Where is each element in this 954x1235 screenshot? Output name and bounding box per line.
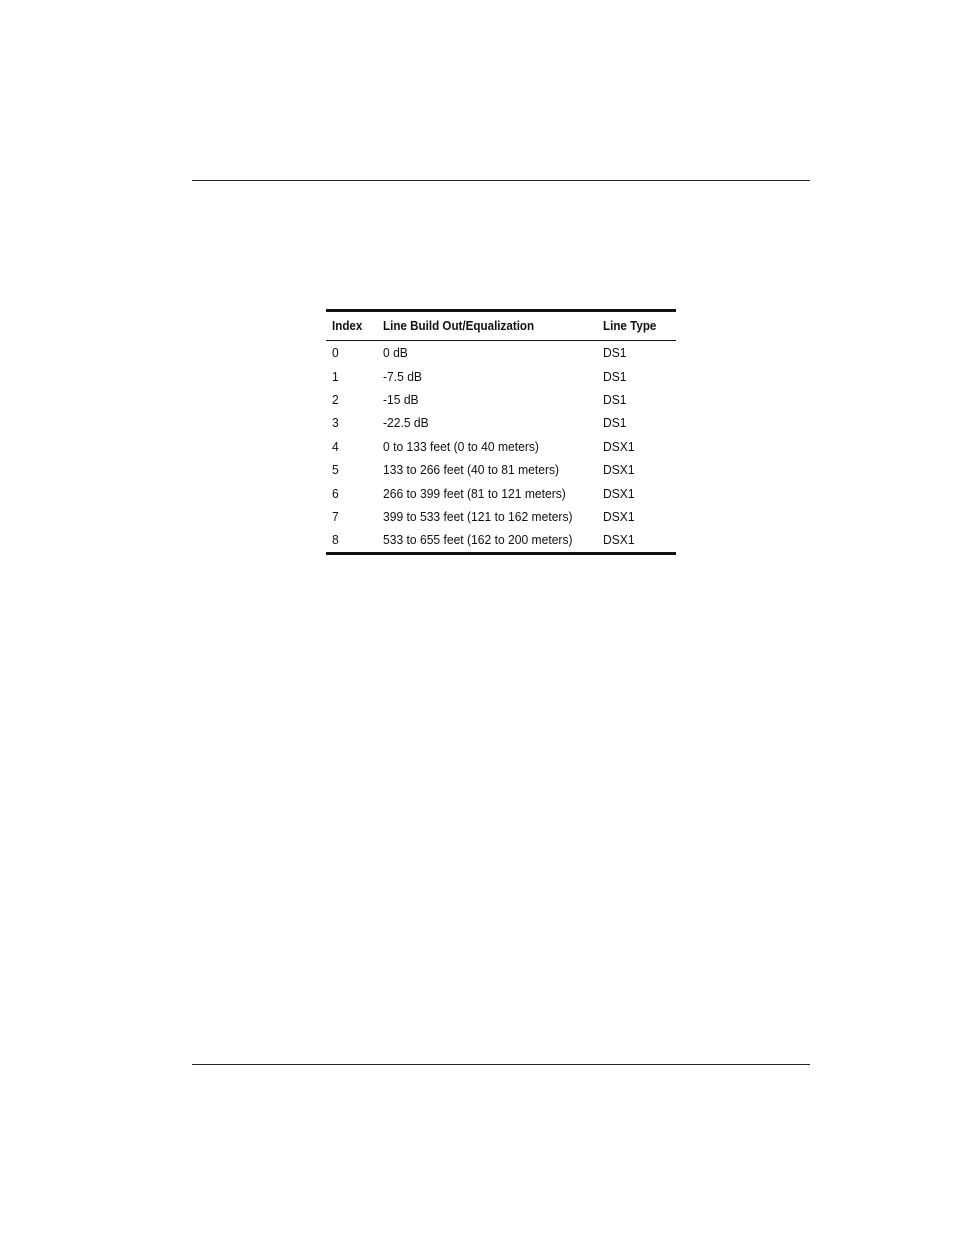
row-lbo: 0 to 133 feet (0 to 40 meters): [383, 438, 539, 454]
row-lbo: -7.5 dB: [383, 368, 422, 384]
table-row: [326, 364, 676, 387]
footer-rule: [192, 1064, 810, 1065]
row-lbo: 399 to 533 feet (121 to 162 meters): [383, 508, 573, 524]
header-line-type-cell: [603, 320, 676, 333]
row-lbo-cell: [383, 533, 603, 546]
row-index-cell: [326, 393, 383, 406]
table-bottom-border: [326, 552, 676, 555]
row-lbo-cell: [383, 393, 603, 406]
row-line-type: DSX1: [603, 438, 635, 454]
row-lbo-cell: [383, 346, 603, 359]
table-row: [326, 411, 676, 434]
row-index: 8: [332, 532, 339, 548]
row-index-cell: [326, 346, 383, 359]
table-row: [326, 528, 676, 551]
row-line-type: DS1: [603, 345, 627, 361]
row-line-type: DS1: [603, 415, 627, 431]
header-lbo-cell: [383, 320, 603, 333]
row-index-cell: [326, 440, 383, 453]
row-index: 2: [332, 391, 339, 407]
row-lbo: -22.5 dB: [383, 415, 429, 431]
row-line-type-cell: [603, 533, 676, 546]
row-lbo-cell: [383, 463, 603, 476]
row-lbo: 133 to 266 feet (40 to 81 meters): [383, 462, 560, 478]
row-line-type: DS1: [603, 391, 627, 407]
row-index-cell: [326, 463, 383, 476]
line-build-out-table: [326, 309, 676, 555]
table-row: [326, 341, 676, 364]
row-line-type-cell: [603, 440, 676, 453]
row-line-type-cell: [603, 393, 676, 406]
row-line-type-cell: [603, 463, 676, 476]
row-lbo: 0 dB: [383, 345, 408, 361]
table-body: [326, 341, 676, 552]
row-index: 5: [332, 462, 339, 478]
row-line-type-cell: [603, 346, 676, 359]
row-lbo-cell: [383, 510, 603, 523]
row-line-type-cell: [603, 487, 676, 500]
header-index-cell: [326, 320, 383, 333]
row-lbo-cell: [383, 370, 603, 383]
table-row: [326, 458, 676, 481]
row-index: 6: [332, 485, 339, 501]
header-line-type: Line Type: [603, 318, 657, 333]
row-lbo: 533 to 655 feet (162 to 200 meters): [383, 532, 573, 548]
row-index-cell: [326, 510, 383, 523]
table-header-row: [326, 312, 676, 340]
row-lbo-cell: [383, 487, 603, 500]
row-index-cell: [326, 416, 383, 429]
row-index-cell: [326, 533, 383, 546]
row-line-type: DS1: [603, 368, 627, 384]
table-row: [326, 505, 676, 528]
table-row: [326, 435, 676, 458]
row-index: 4: [332, 438, 339, 454]
header-rule: [192, 180, 810, 181]
row-lbo: 266 to 399 feet (81 to 121 meters): [383, 485, 566, 501]
row-index: 0: [332, 345, 339, 361]
row-index: 1: [332, 368, 339, 384]
row-line-type: DSX1: [603, 462, 635, 478]
table-row: [326, 481, 676, 504]
row-index: 7: [332, 508, 339, 524]
row-lbo-cell: [383, 440, 603, 453]
table-row: [326, 388, 676, 411]
row-line-type: DSX1: [603, 485, 635, 501]
row-line-type: DSX1: [603, 508, 635, 524]
header-lbo: Line Build Out/Equalization: [383, 318, 535, 333]
row-lbo-cell: [383, 416, 603, 429]
row-index-cell: [326, 370, 383, 383]
row-lbo: -15 dB: [383, 391, 419, 407]
row-line-type-cell: [603, 370, 676, 383]
row-line-type-cell: [603, 416, 676, 429]
row-index-cell: [326, 487, 383, 500]
row-line-type-cell: [603, 510, 676, 523]
row-index: 3: [332, 415, 339, 431]
row-line-type: DSX1: [603, 532, 635, 548]
header-index: Index: [332, 318, 363, 333]
